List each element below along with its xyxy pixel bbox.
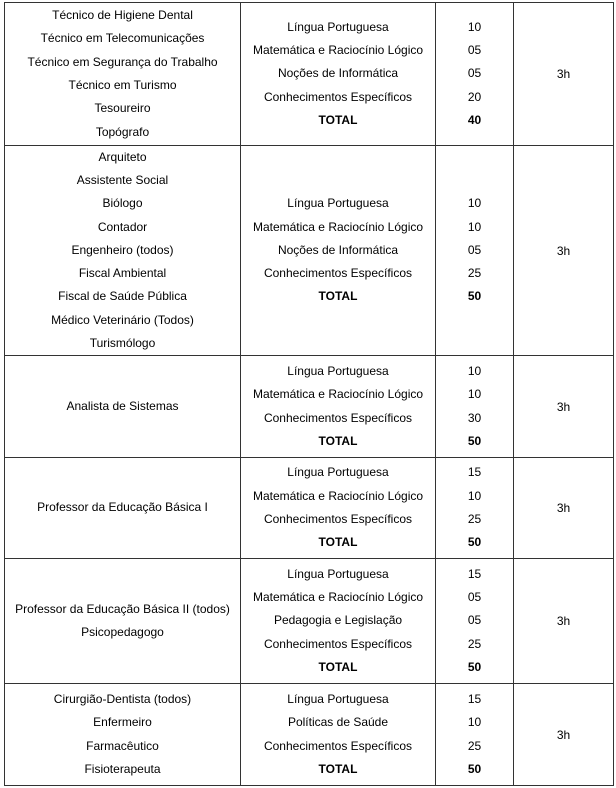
position-name: Cirurgião-Dentista (todos) (53, 691, 192, 706)
position-name: Fisioterapeuta (84, 761, 161, 776)
question-count: 15 (467, 691, 482, 706)
total-label: TOTAL (318, 659, 358, 674)
position-name: Farmacêutico (86, 738, 159, 753)
total-questions: 40 (467, 112, 482, 127)
subject-name: Matemática e Raciocínio Lógico (252, 387, 424, 402)
subject-name: Noções de Informática (277, 242, 399, 257)
subject-name: Língua Portuguesa (287, 566, 389, 581)
position-name: Analista de Sistemas (66, 398, 179, 413)
subject-cell (241, 3, 435, 145)
subject-name: Língua Portuguesa (287, 691, 389, 706)
subject-cell (241, 684, 435, 785)
question-count: 30 (467, 410, 482, 425)
position-name: Engenheiro (todos) (71, 242, 174, 257)
subject-cell (241, 356, 435, 457)
position-name: Enfermeiro (93, 715, 152, 730)
subject-name: Pedagogia e Legislação (273, 613, 403, 628)
duration-cell (514, 146, 613, 355)
question-count: 10 (467, 19, 482, 34)
row-border (4, 785, 614, 786)
position-name: Psicopedagogo (81, 625, 164, 639)
subject-name: Língua Portuguesa (287, 196, 389, 211)
position-name: Arquiteto (98, 149, 147, 164)
position-name: Professor da Educação Básica II (todos) (15, 601, 230, 616)
question-count: 10 (467, 488, 482, 503)
question-count: 05 (467, 590, 482, 605)
position-name: Contador (97, 219, 148, 234)
total-label: TOTAL (318, 289, 358, 304)
subject-name: Língua Portuguesa (287, 465, 389, 480)
subject-name: Conhecimentos Específicos (263, 512, 413, 526)
question-count: 10 (467, 196, 482, 211)
subject-name: Conhecimentos Específicos (263, 410, 413, 425)
question-count: 25 (467, 266, 482, 281)
question-count: 05 (467, 66, 482, 81)
total-label: TOTAL (318, 433, 358, 448)
total-questions: 50 (467, 659, 482, 674)
duration-value: 3h (556, 243, 571, 258)
question-count: 10 (467, 219, 482, 234)
position-name: Turismólogo (89, 336, 156, 351)
questions-cell (436, 3, 513, 145)
duration-value: 3h (556, 614, 571, 628)
question-count: 15 (467, 566, 482, 581)
questions-cell (436, 559, 513, 683)
subject-name: Conhecimentos Específicos (263, 266, 413, 281)
position-name: Técnico em Segurança do Trabalho (27, 54, 218, 69)
question-count: 15 (467, 465, 482, 480)
position-name: Fiscal de Saúde Pública (58, 289, 187, 304)
position-name: Topógrafo (95, 124, 150, 139)
duration-cell (514, 356, 613, 457)
duration-cell (514, 3, 613, 145)
questions-cell (436, 356, 513, 457)
duration-cell (514, 458, 613, 558)
position-name: Técnico de Higiene Dental (52, 8, 193, 23)
subject-name: Matemática e Raciocínio Lógico (252, 43, 424, 58)
subject-cell (241, 458, 435, 558)
duration-cell (514, 559, 613, 683)
position-name: Técnico em Telecomunicações (40, 31, 205, 46)
total-questions: 50 (467, 289, 482, 304)
position-cell (5, 356, 240, 457)
questions-cell (436, 146, 513, 355)
subject-name: Matemática e Raciocínio Lógico (252, 488, 424, 503)
position-cell (5, 458, 240, 558)
question-count: 10 (467, 715, 482, 730)
question-count: 20 (467, 89, 482, 104)
subject-name: Conhecimentos Específicos (263, 738, 413, 753)
question-count: 25 (467, 636, 482, 651)
position-cell (5, 684, 240, 785)
total-questions: 50 (467, 761, 482, 776)
position-cell (5, 559, 240, 683)
subject-name: Matemática e Raciocínio Lógico (252, 219, 424, 234)
total-questions: 50 (467, 433, 482, 448)
subject-name: Conhecimentos Específicos (263, 636, 413, 651)
question-count: 05 (467, 43, 482, 58)
position-name: Assistente Social (76, 172, 169, 187)
total-label: TOTAL (318, 112, 358, 127)
column-border (613, 2, 614, 786)
duration-value: 3h (556, 727, 571, 742)
question-count: 05 (467, 242, 482, 257)
subject-name: Língua Portuguesa (287, 363, 389, 378)
question-count: 25 (467, 512, 482, 526)
questions-cell (436, 684, 513, 785)
position-name: Biólogo (102, 196, 143, 211)
subject-name: Políticas de Saúde (287, 715, 389, 730)
question-count: 05 (467, 613, 482, 628)
position-cell (5, 3, 240, 145)
duration-value: 3h (556, 501, 571, 515)
subject-name: Conhecimentos Específicos (263, 89, 413, 104)
subject-name: Língua Portuguesa (287, 19, 389, 34)
question-count: 25 (467, 738, 482, 753)
subject-name: Noções de Informática (277, 66, 399, 81)
total-label: TOTAL (318, 535, 358, 550)
subject-cell (241, 146, 435, 355)
duration-value: 3h (556, 67, 571, 81)
questions-cell (436, 458, 513, 558)
position-name: Médico Veterinário (Todos) (51, 312, 194, 327)
position-name: Tesoureiro (94, 101, 151, 116)
duration-value: 3h (556, 399, 571, 414)
position-name: Professor da Educação Básica I (37, 500, 208, 515)
total-label: TOTAL (318, 761, 358, 776)
position-name: Fiscal Ambiental (78, 266, 167, 281)
duration-cell (514, 684, 613, 785)
total-questions: 50 (467, 535, 482, 550)
question-count: 10 (467, 387, 482, 402)
question-count: 10 (467, 363, 482, 378)
subject-name: Matemática e Raciocínio Lógico (252, 590, 424, 605)
position-cell (5, 146, 240, 355)
subject-cell (241, 559, 435, 683)
position-name: Técnico em Turismo (68, 78, 177, 92)
